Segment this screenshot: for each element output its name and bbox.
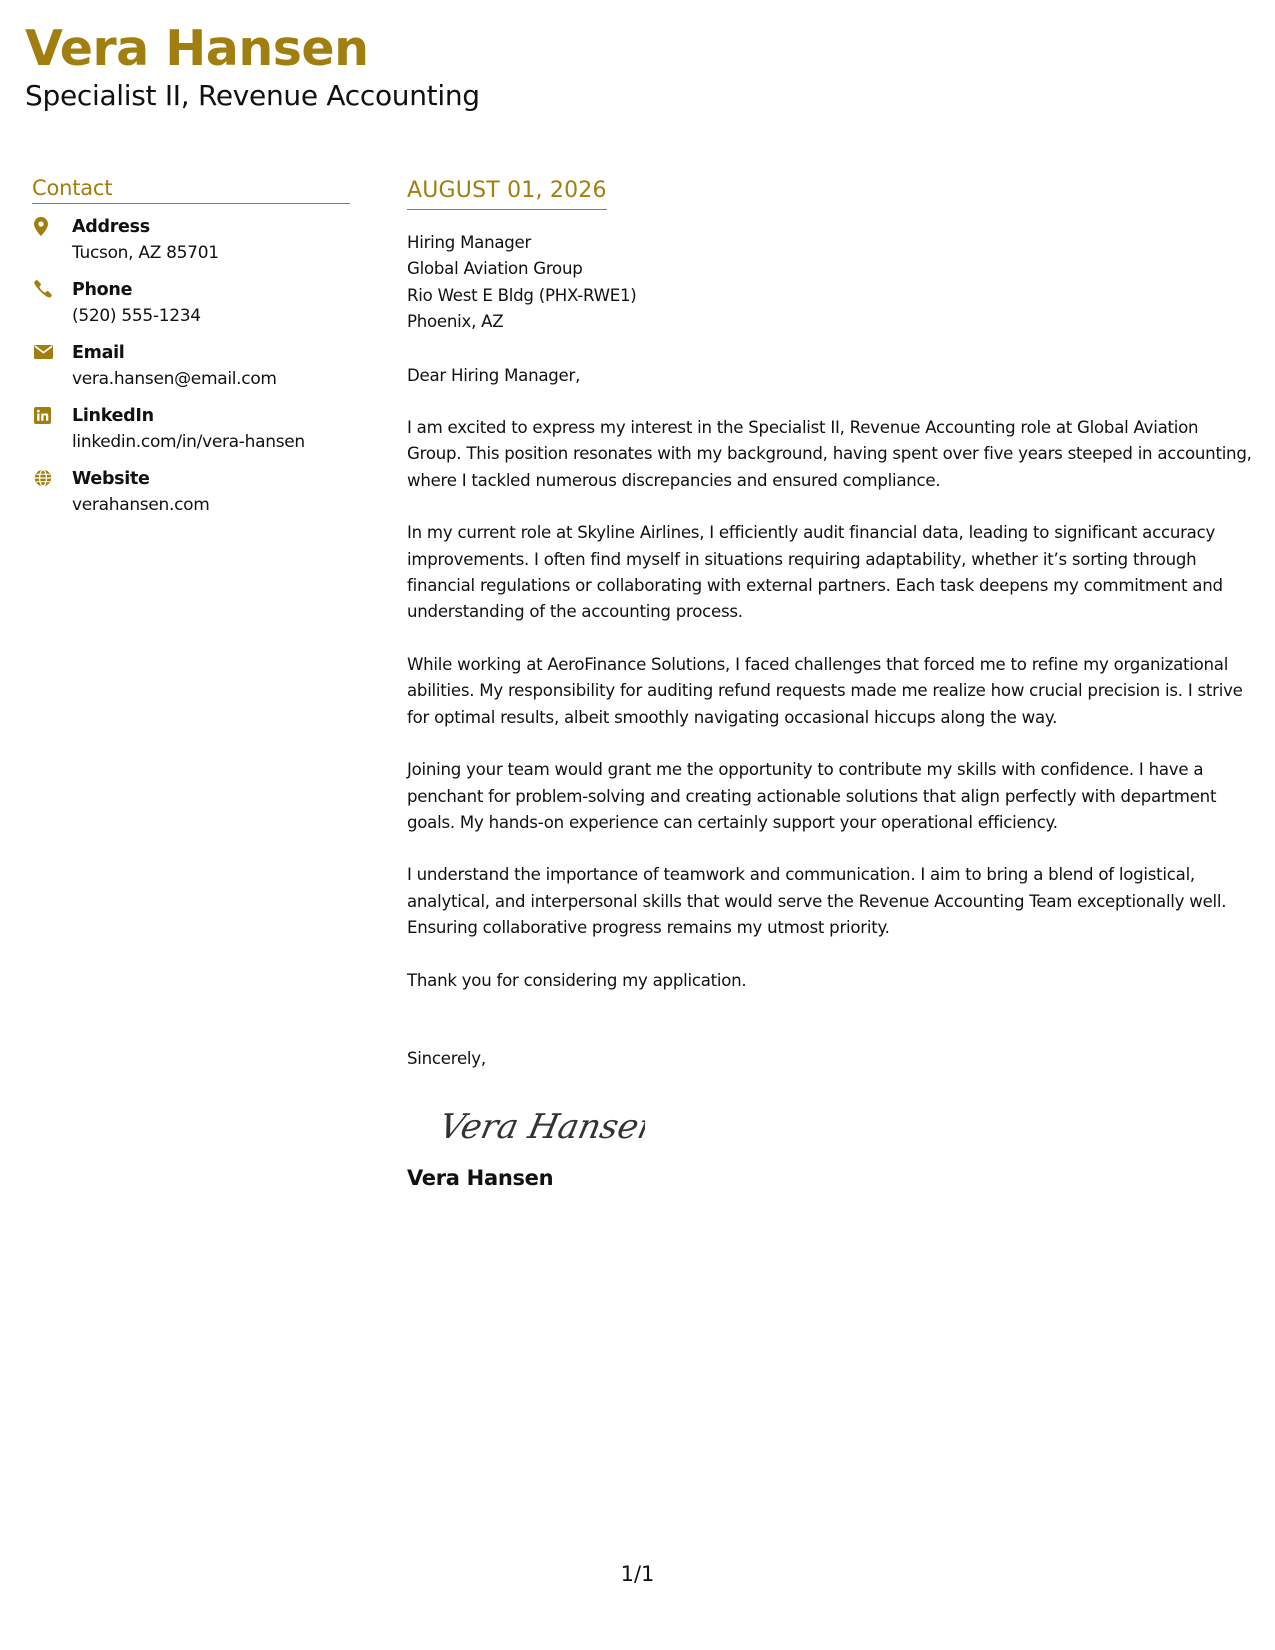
letter-paragraph: While working at AeroFinance Solutions, I faced challenges that forced me to refine my organizational abilities. My responsibility for auditing refund requests made me realize how crucial precision is. I strive for optimal results, albeit smoothly navigating occasional hiccups along the way. [407,654,1243,727]
contact-value: verahansen.com [72,495,210,515]
contact-website [32,466,350,518]
letter-paragraph: Thank you for considering my application. [407,970,747,990]
map-pin-icon [32,214,72,238]
contact-value: linkedin.com/in/vera-hansen [72,432,305,452]
job-title: Specialist II, Revenue Accounting [25,79,480,112]
contact-value: vera.hansen@email.com [72,369,277,389]
contact-address [32,214,350,266]
page-number: 1/1 [620,1562,655,1586]
contact-linkedin [32,403,350,455]
contact-label: Email [72,343,125,363]
closing: Sincerely, [407,1048,486,1068]
contact-heading: Contact [32,176,350,204]
signature-text: Vera Hansen [435,1107,645,1148]
candidate-name: Vera Hansen [25,20,369,77]
contact-label: LinkedIn [72,406,154,426]
recipient-line: Phoenix, AZ [407,312,504,332]
contact-email [32,340,350,392]
recipient-block [407,230,1252,336]
contact-sidebar [32,176,350,529]
phone-icon [32,277,72,301]
letter-paragraph: In my current role at Skyline Airlines, I efficiently audit financial data, leading to significant accuracy improvements. I often find myself in situations requiring adaptability, whether it’s sorting through financial regulations or collaborating with external partners. Each task deepens my commitment and understanding of the accounting process. [407,523,1223,622]
letter-body [407,178,1252,1190]
contact-value: Tucson, AZ 85701 [72,243,219,263]
recipient-line: Rio West E Bldg (PHX-RWE1) [407,285,637,305]
salutation: Dear Hiring Manager, [407,365,581,385]
signer-name: Vera Hansen [407,1166,554,1191]
recipient-line: Hiring Manager [407,233,532,252]
contact-label: Address [72,217,150,237]
linkedin-icon [32,403,72,427]
contact-phone [32,277,350,329]
contact-label: Website [72,469,150,489]
contact-label: Phone [72,280,133,300]
handwritten-signature [435,1094,1252,1156]
contact-value: (520) 555-1234 [72,306,201,326]
letter-date: AUGUST 01, 2026 [407,178,607,210]
letter-paragraph: I understand the importance of teamwork and communication. I aim to bring a blend of logistical, analytical, and interpersonal skills that would serve the Revenue Accounting Team exceptionally well. Ensuring collaborative progress remains my utmost priority. [407,865,1227,938]
globe-icon [32,466,72,490]
letter-paragraph: I am excited to express my interest in the Specialist II, Revenue Accounting role at Global Aviation Group. This position resonates with my background, having spent over five years steeped in accounting, where I tackled numerous discrepancies and ensured compliance. [407,418,1252,490]
envelope-icon [32,340,72,364]
letter-paragraph: Joining your team would grant me the opportunity to contribute my skills with confidence. I have a penchant for problem-solving and creating actionable solutions that align perfectly with department goals. My hands-on experience can certainly support your operational efficiency. [407,760,1217,832]
recipient-line: Global Aviation Group [407,259,583,279]
